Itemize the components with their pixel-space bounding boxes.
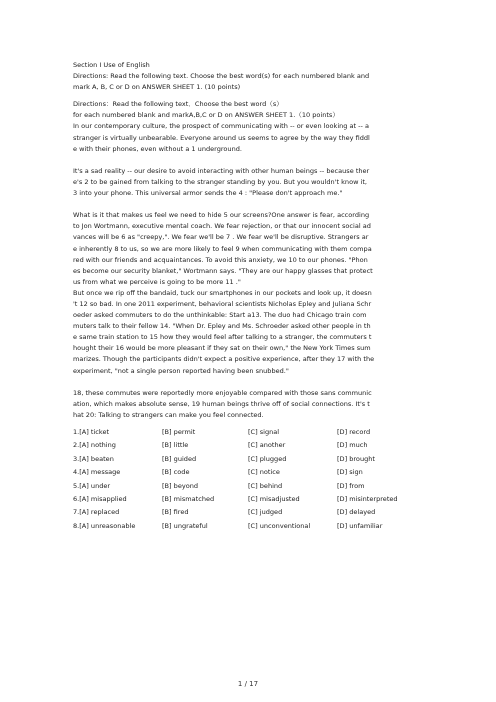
option-a: 1.[A] ticket (73, 428, 110, 436)
paragraph-line: experiment, "not a single person reported having been snubbed." (73, 366, 289, 375)
paragraph-line: e's 2 to be gained from talking to the stranger standing by you. But you wouldn't know it, (73, 177, 367, 186)
section-header (73, 60, 429, 93)
paragraph-line: 3 into your phone. This universal armor sends the 4 : "Please don't approach me." (73, 189, 343, 198)
option-d: [D] misinterpreted (337, 494, 398, 503)
option-b: [B] fired (162, 508, 189, 517)
option-row (73, 467, 427, 480)
option-a: 6.[A] misapplied (73, 494, 127, 503)
paragraph-line: e inherently 8 to us, so we are more likely to feel 9 when communicating with them compa (73, 244, 372, 253)
header-line: mark A, B, C or D on ANSWER SHEET 1. (10 points) (73, 83, 241, 92)
option-b: [B] guided (162, 454, 197, 463)
option-d: [D] much (337, 441, 368, 450)
paragraph-line: oeder asked commuters to do the unthinkable: Start a13. The duo had Chicago train com (73, 311, 367, 320)
paragraph-line: us from what we perceive is going to be more 11 ." (73, 277, 241, 286)
directions-line: In our contemporary culture, the prospect of communicating with -- or even looking at -- a (73, 122, 369, 131)
paragraph-4 (73, 388, 429, 421)
paragraph-line: hat 20: Talking to strangers can make you feel connected. (73, 410, 264, 419)
page-number: 1 / 17 (237, 680, 259, 688)
paragraph-line: But once we rip off the bandaid, tuck our smartphones in our pockets and look up, it doesn (73, 288, 372, 297)
paragraph-2 (73, 166, 429, 199)
option-row (73, 440, 427, 453)
option-row (73, 427, 427, 440)
option-a: 4.[A] message (73, 468, 121, 477)
paragraph-line: 't 12 so bad. In one 2011 experiment, behavioral scientists Nicholas Epley and Juliana Schr (73, 299, 372, 308)
option-c: [C] another (248, 441, 286, 450)
paragraph-line: to Jon Wortmann, executive mental coach. We fear rejection, or that our innocent social ad (73, 222, 371, 231)
paragraph-line: 18, these commutes were reportedly more enjoyable compared with those sans communic (73, 388, 372, 397)
paragraph-line: hought their 16 would be more pleasant if they sat on their own," the New York Times sum (73, 344, 371, 353)
paragraph-line: e same train station to 15 how they would feel after talking to a stranger, the commuters t (73, 333, 372, 342)
directions-line: Directions：Read the following text．Choose the best word（s） (73, 100, 283, 109)
option-b: [B] code (162, 468, 190, 477)
paragraph-line: red with our friends and acquaintances. To avoid this anxiety, we 10 to our phones. "Phon (73, 255, 368, 264)
directions-line: for each numbered blank and markA,B,C or D on ANSWER SHEET 1.（10 points） (73, 111, 339, 120)
answer-options-table (73, 427, 427, 534)
paragraph-line: vances will be 6 as "creepy,". We fear we'll be 7 . We fear we'll be disruptive. Strangers ar (73, 233, 369, 242)
option-c: [C] plugged (248, 454, 287, 463)
option-a: 7.[A] replaced (73, 508, 120, 517)
option-a: 2.[A] nothing (73, 441, 116, 450)
option-b: [B] ungrateful (162, 521, 208, 530)
paragraph-line: muters talk to their fellow 14. "When Dr. Epley and Ms. Schroeder asked other people in th (73, 322, 371, 331)
paragraph-line: It's a sad reality -- our desire to avoid interacting with other human beings -- because ther (73, 166, 370, 175)
option-c: [C] signal (248, 428, 280, 436)
paragraph-line: ation, which makes absolute sense, 19 human beings thrive off of social connections. It's t (73, 399, 370, 408)
option-c: [C] judged (248, 508, 283, 517)
option-b: [B] permit (162, 428, 196, 436)
directions-block (73, 99, 429, 154)
option-d: [D] delayed (337, 508, 376, 517)
option-row (73, 494, 427, 507)
document-body (73, 60, 429, 534)
header-line: Section Ⅰ Use of English (73, 61, 150, 69)
option-a: 8.[A] unreasonable (73, 521, 136, 530)
option-d: [D] unfamiliar (337, 521, 383, 530)
paragraph-3 (73, 210, 429, 376)
option-b: [B] beyond (162, 481, 199, 490)
option-b: [B] little (162, 441, 189, 450)
option-d: [D] sign (337, 468, 363, 477)
option-row (73, 454, 427, 467)
directions-line: stranger is virtually unbearable. Everyone around us seems to agree by the way they fiddl (73, 133, 370, 142)
option-a: 5.[A] under (73, 481, 111, 490)
option-c: [C] unconventional (248, 521, 311, 530)
option-row (73, 507, 427, 520)
option-d: [D] brought (337, 454, 375, 463)
paragraph-line: What is it that makes us feel we need to hide 5 our screens?One answer is fear, according (73, 211, 370, 220)
paragraph-line: es become our security blanket," Wortmann says. "They are our happy glasses that protect (73, 266, 373, 275)
option-c: [C] behind (248, 481, 283, 490)
directions-line: e with their phones, even without a 1 underground. (73, 144, 242, 153)
option-d: [D] from (337, 481, 365, 490)
option-c: [C] misadjusted (248, 494, 300, 503)
option-row (73, 481, 427, 494)
option-row (73, 521, 427, 534)
option-d: [D] record (337, 428, 371, 436)
header-line: Directions: Read the following text. Choose the best word(s) for each numbered blank and (73, 72, 370, 81)
paragraph-line: marizes. Though the participants didn't expect a positive experience, after they 17 with the (73, 355, 375, 364)
option-b: [B] mismatched (162, 494, 215, 503)
option-c: [C] notice (248, 468, 280, 477)
option-a: 3.[A] beaten (73, 454, 114, 463)
